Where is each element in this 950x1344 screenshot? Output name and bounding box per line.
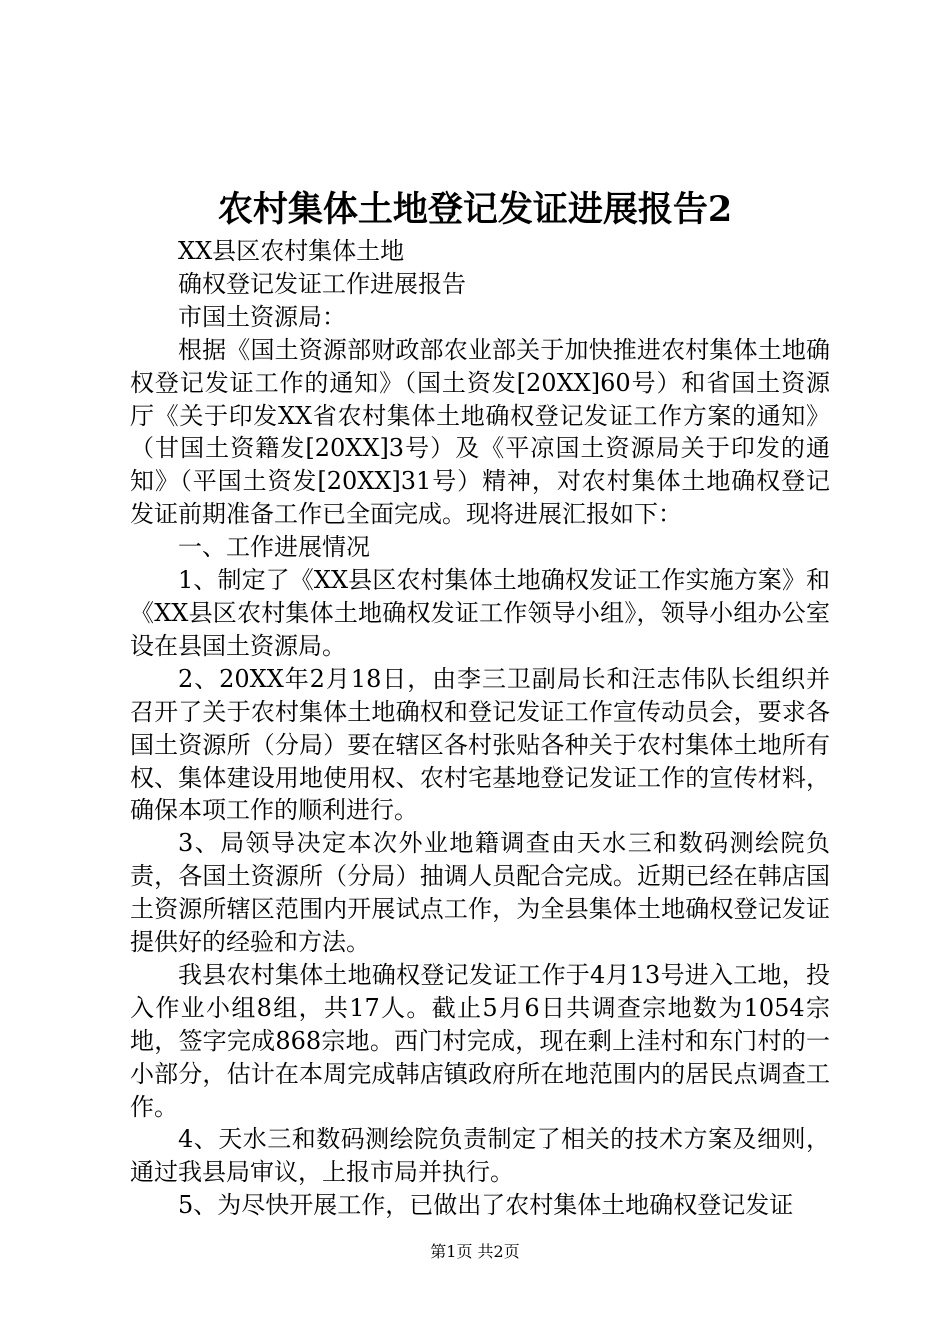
paragraph-item-1: 1、制定了《XX县区农村集体土地确权发证工作实施方案》和《XX县区农村集体土地确权发证工作领导小组》，领导小组办公室设在县国土资源局。 bbox=[130, 566, 830, 660]
document-title: 农村集体土地登记发证进展报告2 bbox=[217, 189, 733, 230]
paragraph-item-4: 4、天水三和数码测绘院负责制定了相关的技术方案及细则，通过我县局审议，上报市局并执行。 bbox=[130, 1125, 830, 1187]
salutation: 市国土资源局： bbox=[178, 302, 346, 331]
header-line-2: 确权登记发证工作进展报告 bbox=[178, 269, 466, 298]
paragraph-item-3: 3、局领导决定本次外业地籍调查由天水三和数码测绘院负责，各国土资源所（分局）抽调人员配合完成。近期已经在韩店国土资源所辖区范围内开展试点工作，为全县集体土地确权登记发证提供好的经验和方法。 bbox=[130, 829, 830, 957]
paragraph-field-progress: 我县农村集体土地确权登记发证工作于4月13号进入工地，投入作业小组8组，共17人。截止5月6日共调查宗地数为1054宗地，签字完成868宗地。西门村完成，现在剩上洼村和东门村的一小部分，估计在本周完成韩店镇政府所在地范围内的居民点调查工作。 bbox=[130, 960, 830, 1121]
page-indicator: 第1页 共2页 bbox=[430, 1242, 520, 1261]
header-line-1: XX县区农村集体土地 bbox=[178, 237, 405, 265]
paragraph-intro: 根据《国土资源部财政部农业部关于加快推进农村集体土地确权登记发证工作的通知》（国土资发[20XX]60号）和省国土资源厅《关于印发XX省农村集体土地确权登记发证工作方案的通知》（甘国土资籍发[20XX]3号）及《平凉国土资源局关于印发的通知》（平国土资发[20XX]31号）精神，对农村集体土地确权登记发证前期准备工作已全面完成。现将进展汇报如下： bbox=[130, 335, 830, 529]
paragraph-item-5: 5、为尽快开展工作，已做出了农村集体土地确权登记发证 bbox=[178, 1191, 794, 1220]
paragraph-item-2: 2、20XX年2月18日，由李三卫副局长和汪志伟队长组织并召开了关于农村集体土地确权和登记发证工作宣传动员会，要求各国土资源所（分局）要在辖区各村张贴各种关于农村集体土地所有权、集体建设用地使用权、农村宅基地登记发证工作的宣传材料，确保本项工作的顺利进行。 bbox=[130, 664, 830, 825]
document-body bbox=[130, 235, 830, 1222]
section-heading-progress: 一、工作进展情况 bbox=[178, 533, 370, 562]
